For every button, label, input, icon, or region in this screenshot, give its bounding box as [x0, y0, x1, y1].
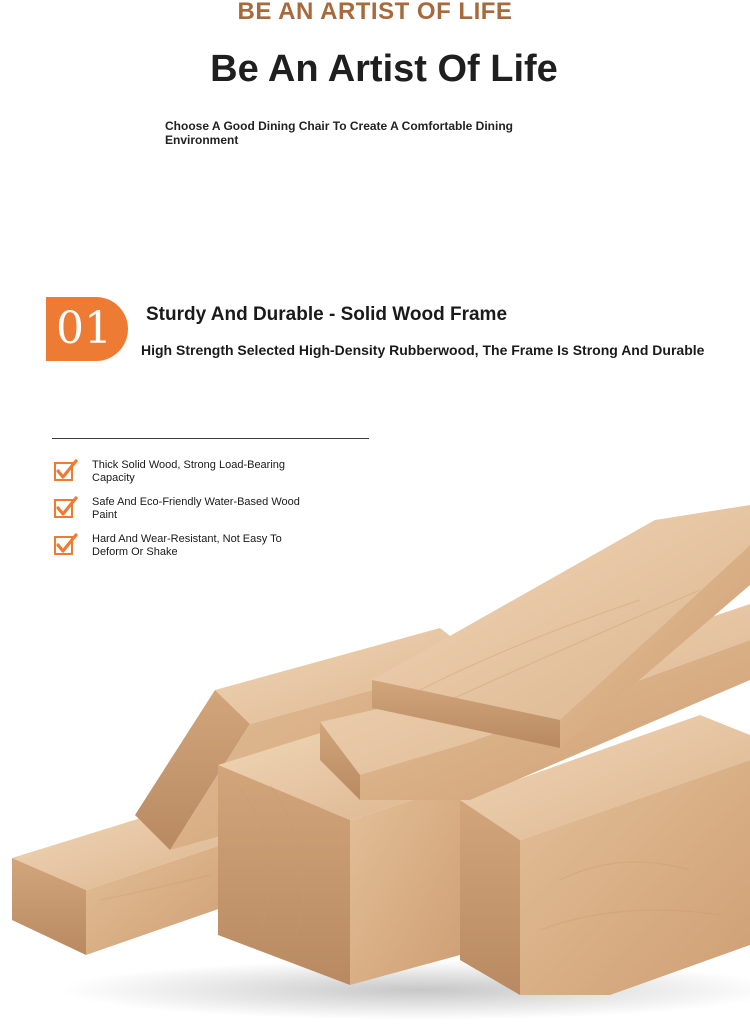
feature-title: Sturdy And Durable - Solid Wood Frame — [146, 304, 508, 325]
feature-number: 01 — [56, 303, 112, 354]
page-title: Be An Artist Of Life — [210, 48, 558, 90]
checklist-item-text: Hard And Wear-Resistant, Not Easy To Deform Or Shake — [92, 533, 282, 558]
checkbox-check-icon — [54, 459, 78, 483]
stack-of-solid-wood-lumber-image — [0, 500, 750, 1027]
feature-number-badge — [46, 297, 128, 361]
checklist-item-text: Safe And Eco-Friendly Water-Based Wood Paint — [92, 496, 300, 521]
checklist-item-text: Thick Solid Wood, Strong Load-Bearing Capacity — [92, 459, 286, 484]
feature-description: High Strength Selected High-Density Rubberwood, The Frame Is Strong And Durable — [141, 342, 705, 358]
page-subtitle: Choose A Good Dining Chair To Create A Comfortable Dining Environment — [165, 119, 513, 147]
divider-line — [52, 438, 369, 439]
eyebrow-heading: BE AN ARTIST OF LIFE — [237, 0, 513, 25]
